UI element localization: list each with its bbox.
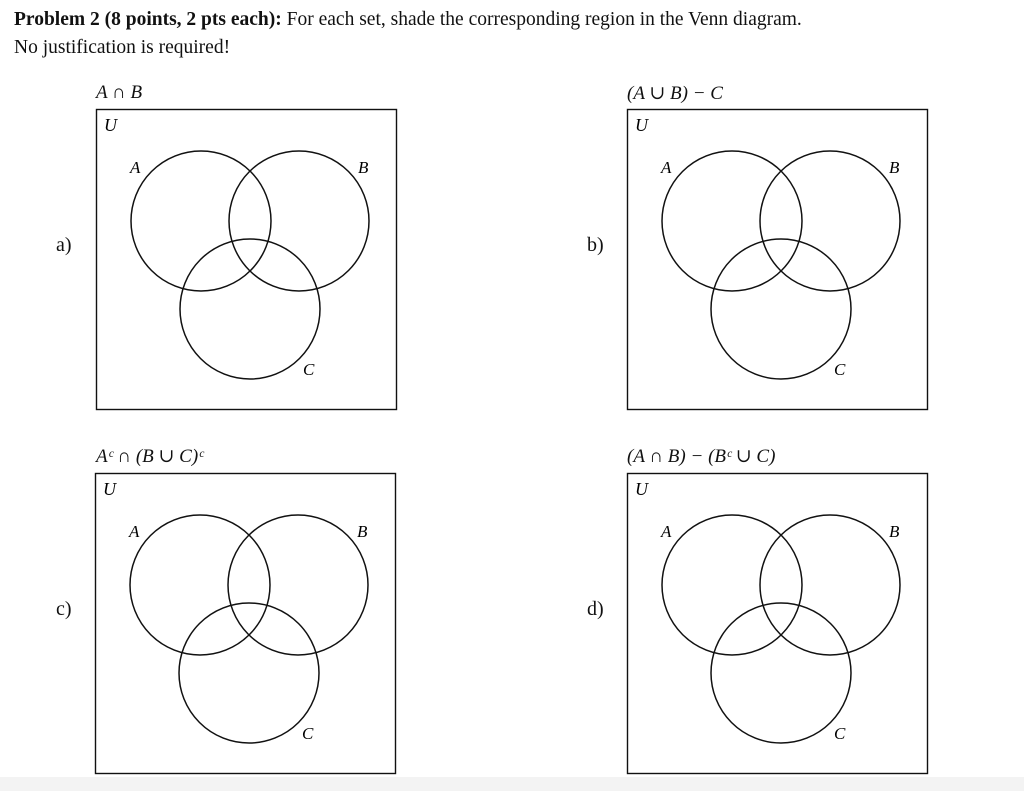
circle-c[interactable] — [180, 239, 320, 379]
set-expression-c: Aᶜ ∩ (B ∪ C)ᶜ — [96, 446, 204, 467]
universe-label: U — [104, 115, 117, 135]
universe-label: U — [635, 479, 648, 499]
circle-a-label: A — [661, 522, 672, 541]
venn-diagram-d[interactable] — [627, 473, 929, 775]
circle-c[interactable] — [179, 603, 319, 743]
circle-c-label: C — [303, 360, 315, 379]
circle-b-label: B — [889, 158, 900, 177]
problem-header — [14, 6, 1019, 62]
circle-b[interactable] — [760, 151, 900, 291]
universe-label: U — [635, 115, 648, 135]
problem-a — [50, 82, 490, 422]
universe-box — [628, 110, 928, 410]
circle-c-label: C — [834, 724, 846, 743]
circle-c-label: C — [302, 724, 314, 743]
set-expression-a: A ∩ B — [96, 82, 143, 103]
circle-b[interactable] — [229, 151, 369, 291]
venn-diagram-a[interactable] — [96, 109, 398, 411]
circle-a-label: A — [661, 158, 672, 177]
part-label-a: a) — [56, 234, 72, 256]
circle-c[interactable] — [711, 603, 851, 743]
problem-d — [581, 445, 1021, 785]
problem-title: Problem 2 (8 points, 2 pts each): — [14, 9, 282, 30]
set-expression-b: (A ∪ B) − C — [627, 83, 723, 104]
universe-box — [96, 474, 396, 774]
universe-box — [628, 474, 928, 774]
venn-diagram-c[interactable] — [95, 473, 397, 775]
circle-b-label: B — [357, 522, 368, 541]
circle-b[interactable] — [228, 515, 368, 655]
set-expression-d: (A ∩ B) − (Bᶜ ∪ C) — [627, 446, 776, 467]
problem-instruction: For each set, shade the corresponding region in the Venn diagram. — [286, 9, 802, 30]
circle-a-label: A — [129, 522, 140, 541]
part-label-c: c) — [56, 598, 72, 620]
venn-diagram-b[interactable] — [627, 109, 929, 411]
page-bottom-edge — [0, 777, 1024, 791]
problem-note: No justification is required! — [14, 37, 231, 58]
circle-b-label: B — [889, 522, 900, 541]
universe-label: U — [103, 479, 116, 499]
part-label-b: b) — [587, 234, 604, 256]
circle-c[interactable] — [711, 239, 851, 379]
circle-b-label: B — [358, 158, 369, 177]
problem-c — [50, 445, 490, 785]
circle-c-label: C — [834, 360, 846, 379]
circle-b[interactable] — [760, 515, 900, 655]
problem-b — [581, 82, 1021, 422]
part-label-d: d) — [587, 598, 604, 620]
universe-box — [97, 110, 397, 410]
circle-a-label: A — [130, 158, 141, 177]
